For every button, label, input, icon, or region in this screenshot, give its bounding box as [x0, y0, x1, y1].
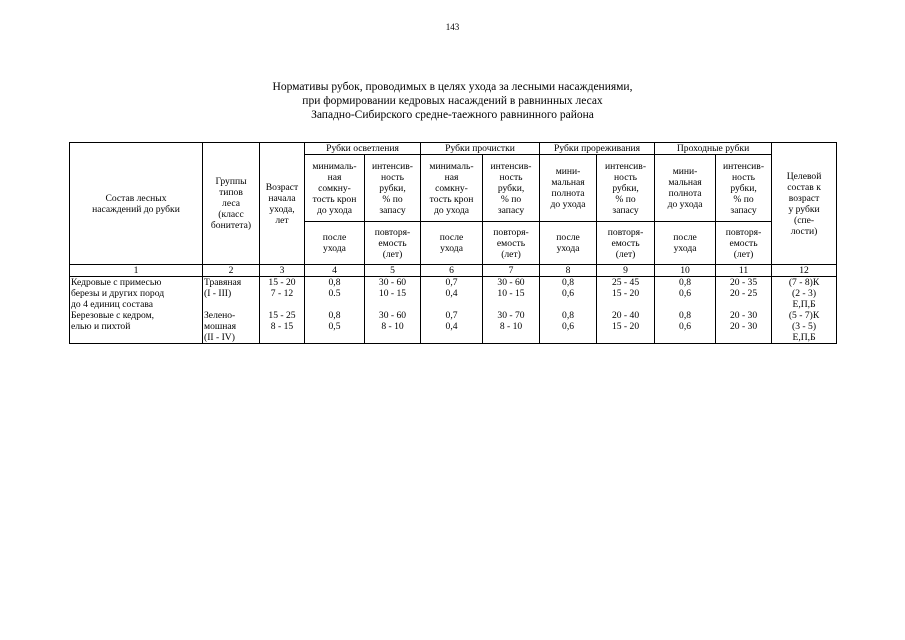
header-min-fullness: мини- мальная полнота до ухода [540, 155, 597, 222]
cell-c5: 30 - 60 10 - 15 [365, 277, 421, 311]
page-number: 143 [445, 22, 460, 32]
title-line-2: при формировании кедровых насаждений в равнинных лесах [302, 95, 603, 107]
cell-c6: 0,7 0,4 [421, 310, 483, 344]
column-number: 2 [203, 265, 260, 277]
cell-composition: Кедровые с примесью березы и других пород до 4 единиц состава [70, 277, 203, 311]
header-group-prorezhivanie: Рубки прореживания [540, 143, 655, 155]
cell-c6: 0,7 0,4 [421, 277, 483, 311]
table-row [70, 277, 837, 311]
cell-c5: 30 - 60 8 - 10 [365, 310, 421, 344]
cell-c4: 0,8 0,5 [305, 310, 365, 344]
cell-composition: Березовые с кедром, елью и пихтой [70, 310, 203, 344]
title-line-3: Западно-Сибирского средне-таежного равнинного района [311, 109, 594, 121]
header-group-prochistka: Рубки прочистки [421, 143, 540, 155]
column-number: 4 [305, 265, 365, 277]
header-group-osvetlenie: Рубки осветления [305, 143, 421, 155]
header-repeatability: повторя- емость (лет) [716, 222, 772, 265]
cell-c9: 25 - 45 15 - 20 [597, 277, 655, 311]
cell-c8: 0,8 0,6 [540, 277, 597, 311]
column-number: 8 [540, 265, 597, 277]
header-intensity: интенсив- ность рубки, % по запасу [365, 155, 421, 222]
header-intensity: интенсив- ность рубки, % по запасу [483, 155, 540, 222]
cell-c11: 20 - 30 20 - 30 [716, 310, 772, 344]
norms-table [69, 142, 837, 344]
header-min-density: минималь- ная сомкну- тость крон до ухода [421, 155, 483, 222]
column-number: 3 [260, 265, 305, 277]
header-target-composition: Целевой состав к возраст у рубки (спе- лости) [772, 143, 837, 265]
cell-target: (7 - 8)К (2 - 3) Е,П,Б [772, 277, 837, 311]
column-number: 11 [716, 265, 772, 277]
cell-target: (5 - 7)К (3 - 5) Е,П,Б [772, 310, 837, 344]
header-composition: Состав лесных насаждений до рубки [70, 143, 203, 265]
header-after-care: после ухода [305, 222, 365, 265]
cell-c11: 20 - 35 20 - 25 [716, 277, 772, 311]
column-numbers-row [70, 265, 837, 277]
cell-c8: 0,8 0,6 [540, 310, 597, 344]
cell-forest-type: Зелено- мошная (II - IV) [203, 310, 260, 344]
column-number: 5 [365, 265, 421, 277]
table-row [70, 310, 837, 344]
header-group-prokhodnye: Проходные рубки [655, 143, 772, 155]
header-intensity: интенсив- ность рубки, % по запасу [597, 155, 655, 222]
header-repeatability: повторя- емость (лет) [365, 222, 421, 265]
cell-age: 15 - 20 7 - 12 [260, 277, 305, 311]
cell-c7: 30 - 70 8 - 10 [483, 310, 540, 344]
header-repeatability: повторя- емость (лет) [483, 222, 540, 265]
cell-c7: 30 - 60 10 - 15 [483, 277, 540, 311]
header-row-groups [70, 143, 837, 155]
column-number: 9 [597, 265, 655, 277]
column-number: 6 [421, 265, 483, 277]
header-age: Возраст начала ухода, лет [260, 143, 305, 265]
title-line-1: Нормативы рубок, проводимых в целях ухода за лесными насаждениями, [272, 81, 633, 93]
column-number: 10 [655, 265, 716, 277]
cell-age: 15 - 25 8 - 15 [260, 310, 305, 344]
column-number: 7 [483, 265, 540, 277]
cell-forest-type: Травяная (I - III) [203, 277, 260, 311]
document-title [0, 80, 905, 122]
header-repeatability: повторя- емость (лет) [597, 222, 655, 265]
header-after-care: после ухода [655, 222, 716, 265]
header-min-density: минималь- ная сомкну- тость крон до ухода [305, 155, 365, 222]
header-min-fullness: мини- мальная полнота до ухода [655, 155, 716, 222]
header-after-care: после ухода [540, 222, 597, 265]
cell-c10: 0,8 0,6 [655, 277, 716, 311]
cell-c10: 0,8 0,6 [655, 310, 716, 344]
header-forest-types: Группы типов леса (класс бонитета) [203, 143, 260, 265]
header-intensity: интенсив- ность рубки, % по запасу [716, 155, 772, 222]
column-number: 1 [70, 265, 203, 277]
header-after-care: после ухода [421, 222, 483, 265]
cell-c4: 0,8 0.5 [305, 277, 365, 311]
cell-c9: 20 - 40 15 - 20 [597, 310, 655, 344]
column-number: 12 [772, 265, 837, 277]
